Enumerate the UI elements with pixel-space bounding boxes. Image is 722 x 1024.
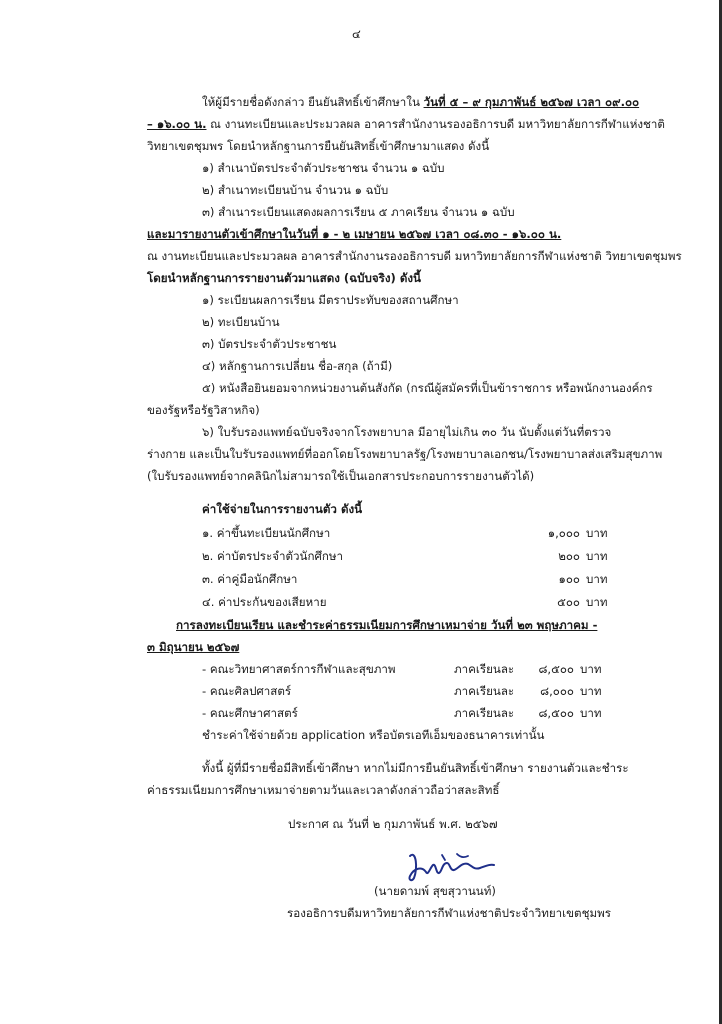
- para1-line3: วิทยาเขตชุมพร โดยนำหลักฐานการยืนยันสิทธิ์เข้าศึกษามาแสดง ดังนี้: [147, 139, 490, 153]
- report-evidence-intro: โดยนำหลักฐานการรายงานตัวมาแสดง (ฉบับจริง) ดังนี้: [147, 271, 421, 285]
- signer-title: รองอธิการบดีมหาวิทยาลัยการกีฬาแห่งชาติประจำวิทยาเขตชุมพร: [287, 906, 611, 920]
- closing-line2: ค่าธรรมเนียมการศึกษาเหมาจ่ายตามวันและเวลาดังกล่าวถือว่าสละสิทธิ์: [147, 783, 500, 797]
- tuition-term-2: ภาคเรียนละ: [454, 684, 515, 698]
- report-item-6-line2: ร่างกาย และเป็นใบรับรองแพทย์ที่ออกโดยโรงพยาบาลรัฐ/โรงพยาบาลเอกชน/โรงพยาบาลส่งเสริมสุขภาพ: [147, 447, 663, 461]
- para1-item-1: ๑) สำเนาบัตรประจำตัวประชาชน จำนวน ๑ ฉบับ: [202, 161, 445, 175]
- para1-item-2: ๒) สำเนาทะเบียนบ้าน จำนวน ๑ ฉบับ: [202, 183, 389, 197]
- para1-line2: [147, 117, 665, 131]
- tuition-unit-1: บาท: [580, 662, 602, 676]
- tuition-faculty-2: - คณะศิลปศาสตร์: [202, 684, 292, 698]
- report-item-5: ๕) หนังสือยินยอมจากหน่วยงานต้นสังกัด (กรณีผู้สมัครที่เป็นข้าราชการ หรือพนักงานองค์กร: [202, 381, 653, 395]
- para1-line1-text: ให้ผู้มีรายชื่อดังกล่าว ยืนยันสิทธิ์เข้าศึกษาใน: [202, 95, 420, 109]
- report-item-6-line3: (ใบรับรองแพทย์จากคลินิกไม่สามารถใช้เป็นเอกสารประกอบการรายงานตัวได้): [147, 469, 535, 483]
- report-location: ณ งานทะเบียนและประมวลผล อาคารสำนักงานรองอธิการบดี มหาวิทยาลัยการกีฬาแห่งชาติ วิทยาเขตชุมพร: [147, 249, 682, 263]
- fee-unit-2: บาท: [586, 549, 608, 563]
- report-item-2: ๒) ทะเบียนบ้าน: [202, 315, 280, 329]
- para1-line2-text: ณ งานทะเบียนและประมวลผล อาคารสำนักงานรองอธิการบดี มหาวิทยาลัยการกีฬาแห่งชาติ: [206, 117, 665, 131]
- fee-unit-1: บาท: [586, 526, 608, 540]
- report-item-6: ๖) ใบรับรองแพทย์ฉบับจริงจากโรงพยาบาล มีอายุไม่เกิน ๓๐ วัน นับตั้งแต่วันที่ตรวจ: [202, 425, 612, 439]
- fee-label-2: ๒. ค่าบัตรประจำตัวนักศึกษา: [202, 549, 344, 563]
- report-item-3: ๓) บัตรประจำตัวประชาชน: [202, 337, 337, 351]
- tuition-term-3: ภาคเรียนละ: [454, 706, 515, 720]
- fee-label-3: ๓. ค่าคู่มือนักศึกษา: [202, 572, 298, 586]
- fee-amount-3: ๑๐๐: [558, 572, 580, 586]
- page-number: ๔: [352, 27, 361, 41]
- tuition-amount-2: ๘,๐๐๐: [540, 684, 574, 698]
- fee-unit-4: บาท: [586, 595, 608, 609]
- fee-amount-2: ๒๐๐: [558, 549, 580, 563]
- tuition-unit-2: บาท: [580, 684, 602, 698]
- report-heading: และมารายงานตัวเข้าศึกษาในวันที่ ๑ - ๒ เมษายน ๒๕๖๗ เวลา ๐๘.๓๐ - ๑๖.๐๐ น.: [147, 227, 562, 241]
- tuition-unit-3: บาท: [580, 706, 602, 720]
- para1-date: วันที่ ๕ – ๙ กุมภาพันธ์ ๒๕๖๗ เวลา ๐๙.๐๐: [423, 95, 640, 109]
- fee-amount-4: ๕๐๐: [557, 595, 580, 609]
- fees-heading: ค่าใช้จ่ายในการรายงานตัว ดังนี้: [202, 502, 363, 516]
- tuition-heading-cont: ๓ มิถุนายน ๒๕๖๗: [147, 640, 240, 654]
- tuition-amount-3: ๘,๕๐๐: [538, 706, 574, 720]
- closing-line1: ทั้งนี้ ผู้ที่มีรายชื่อมีสิทธิ์เข้าศึกษา หากไม่มีการยืนยันสิทธิ์เข้าศึกษา รายงานตัวและชำระ: [202, 761, 629, 775]
- tuition-heading: การลงทะเบียนเรียน และชำระค่าธรรมเนียมการศึกษาเหมาจ่าย วันที่ ๒๓ พฤษภาคม -: [176, 618, 598, 632]
- fee-label-1: ๑. ค่าขึ้นทะเบียนนักศึกษา: [202, 526, 331, 540]
- para1-line1: [202, 95, 639, 109]
- fee-amount-1: ๑,๐๐๐: [547, 526, 580, 540]
- report-item-4: ๔) หลักฐานการเปลี่ยน ชื่อ-สกุล (ถ้ามี): [202, 359, 393, 373]
- announcement-date: ประกาศ ณ วันที่ ๒ กุมภาพันธ์ พ.ศ. ๒๕๖๗: [288, 817, 498, 831]
- para1-time: – ๑๖.๐๐ น.: [147, 117, 207, 131]
- signer-name: (นายดามพ์ สุขสุวานนท์): [374, 884, 496, 898]
- signature-image: [402, 846, 502, 886]
- report-item-5-cont: ของรัฐหรือรัฐวิสาหกิจ): [147, 403, 260, 417]
- payment-note: ชำระค่าใช้จ่ายด้วย application หรือบัตรเอทีเอ็มของธนาคารเท่านั้น: [202, 728, 545, 742]
- fee-unit-3: บาท: [586, 572, 608, 586]
- report-item-1: ๑) ระเบียนผลการเรียน มีตราประทับของสถานศึกษา: [202, 293, 459, 307]
- fee-label-4: ๔. ค่าประกันของเสียหาย: [202, 595, 327, 609]
- tuition-faculty-3: - คณะศึกษาศาสตร์: [202, 706, 298, 720]
- tuition-amount-1: ๘,๕๐๐: [538, 662, 574, 676]
- para1-item-3: ๓) สำเนาระเบียนแสดงผลการเรียน ๕ ภาคเรียน จำนวน ๑ ฉบับ: [202, 205, 515, 219]
- tuition-term-1: ภาคเรียนละ: [454, 662, 515, 676]
- tuition-faculty-1: - คณะวิทยาศาสตร์การกีฬาและสุขภาพ: [202, 662, 396, 676]
